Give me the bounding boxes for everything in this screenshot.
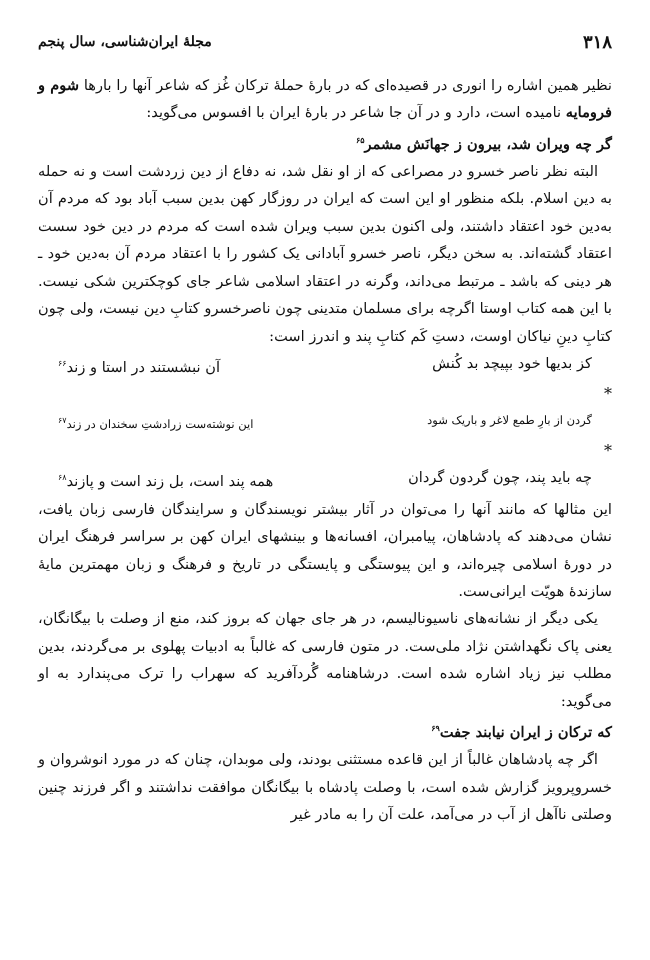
- paragraph: این مثالها که مانند آنها را می‌توان در آثار بیشتر نویسندگان و سرایندگان فارسی زبان یافت، نشان می‌دهند که پادشاهان، پیامبران، افسانه‌ها و بینشهای ایران کهن بر سراسر فرهنگ ایران در دورهٔ اسلامی چیره‌اند، و این پیوستگی و پایستگی در تاریخ و فرهنگ و زبان مهمترین مایهٔ سازندهٔ هویّت ایرانی‌ست.: [38, 500, 612, 600]
- separator-star: *: [604, 384, 612, 404]
- hemistich-right: چه باید پند، چون گردون گردان: [408, 469, 592, 487]
- verse-couplet: [58, 407, 592, 438]
- paragraph: یکی دیگر از نشانه‌های ناسیونالیسم، در هر جای جهان که بروز کند، منع از وصلت با بیگانگان، یعنی پاک نگهداشتن نژاد ملی‌ست. در متون فارسی که غالباً به ادبیات پهلوی بر می‌گردند، بدین مطلب نیز زیاد اشاره شده است. درشاهنامه گُردآفرید که سهراب را ترک می‌پندارد به او می‌گوید:: [38, 610, 612, 710]
- paragraph: اگر چه پادشاهان غالباً از این قاعده مستثنی بودند، ولی موبدان، چنان که در مورد انوشروان و خسروپرویز گزارش شده است، با وصلت پادشاه با بیگانگان موافقت نداشتند و اگر فرزند چنین وصلتی ناآهل از آب در می‌آمد، علت آن را به مادر غیر: [38, 751, 612, 824]
- hemistich-right: گردن از بارِ طمع لاغر و باریک شود: [427, 413, 592, 428]
- separator-star: *: [604, 441, 612, 461]
- running-header: [38, 34, 612, 60]
- hemistich-right: کز بدیها خود بپیچد بد کُنش: [432, 354, 592, 372]
- hemistich-left: همه پند است، بل زند است و پازند$^{۶۸}$: [58, 473, 274, 491]
- paragraph: البته نظر ناصر خسرو در مصراعی که از او نقل شد، نه دفاع از دین زردشت است و نه حمله به دین اسلام. بلکه منظور او این است که ایران در روزگار کهن بدین سبب آباد بود که مردم آن به‌دین خود اعتقاد داشتند، ولی اکنون بدین سبب ویران شده است که مردم در دین خود سست اعتقاد گشته‌اند. به سخن دیگر، ناصر خسرو آبادانی یک کشور را با اعتقاد مردم آن به‌دین خود ـ هر دینی که باشد ـ مرتبط می‌داند، وگرنه در اعتقاد اسلامی شاعر جای کوچکترین شکی نیست. با این همه کتاب اوستا اگرچه برای مسلمان متدینی چون ناصرخسرو کتابِ دین نیست، ولی چون کتابِ دینِ نیاکان اوست، دستِ کَم کتابِ پند و اندرز است:: [38, 163, 612, 345]
- bold-phrase: شوم و فرومایه: [38, 77, 612, 122]
- verse-couplet: [58, 350, 592, 381]
- hemistich-left: این نوشته‌ست زرادشتِ سخندان در زند$^{۶۷}$: [58, 416, 254, 432]
- footnote-ref: ۶۷: [58, 416, 67, 426]
- verse-line: که ترکان ز ایران نیابند جفت$^{۶۹}$: [431, 722, 612, 741]
- footnote-ref: ۶۵: [355, 134, 365, 145]
- paragraph: نظیر همین اشاره را انوری در قصیده‌ای که در بارهٔ حملهٔ ترکان غُز که شاعر آنها را بارها شوم و فرومایه نامیده است، دارد و در آن جا شاعر در بارهٔ ایران با افسوس می‌گوید:: [38, 77, 612, 122]
- journal-title: مجلهٔ ایران‌شناسی، سال پنجم: [38, 34, 212, 50]
- page-number: ۳۱۸: [582, 32, 612, 53]
- body-text: [38, 72, 612, 828]
- footnote-ref: ۶۶: [58, 358, 67, 368]
- footnote-ref: ۶۹: [431, 722, 440, 733]
- footnote-ref: ۶۸: [58, 473, 67, 483]
- verse-couplet: [58, 464, 592, 495]
- hemistich-left: آن نبشستند در استا و زند$^{۶۶}$: [58, 358, 221, 376]
- verse-line: گر چه ویران شد، بیرون ز جهانَش مشمر$^{۶۵}$: [355, 134, 612, 153]
